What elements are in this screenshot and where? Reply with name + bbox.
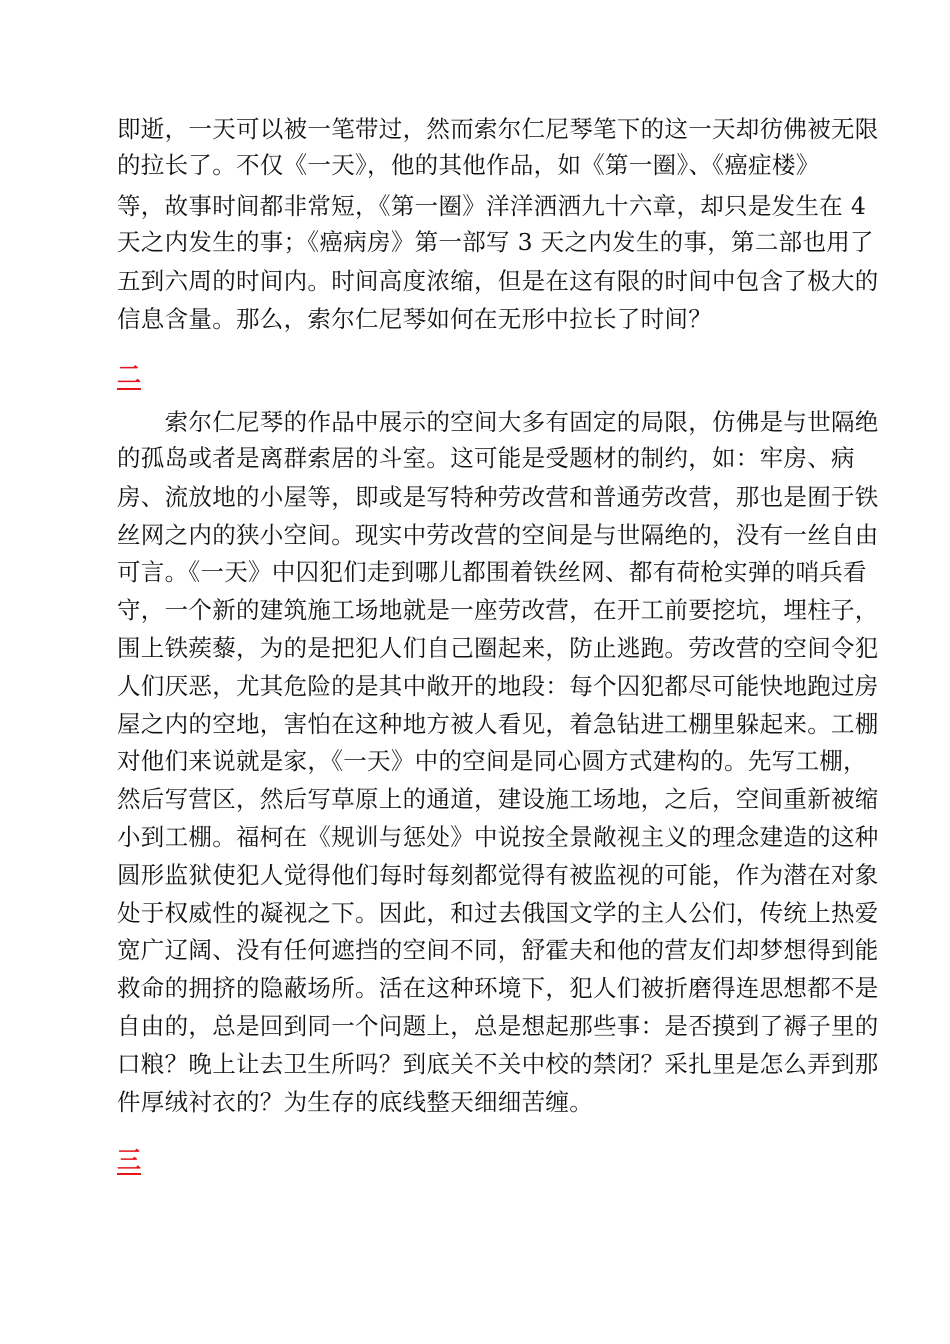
paragraph-line: 口粮？晚上让去卫生所吗？到底关不关中校的禁闭？采扎里是怎么弄到那 <box>117 1050 879 1078</box>
paragraph-line: 屋之内的空地，害怕在这种地方被人看见，着急钻进工棚里躲起来。工棚 <box>117 710 879 738</box>
paragraph-line: 房、流放地的小屋等，即或是写特种劳改营和普通劳改营，那也是囿于铁 <box>117 483 879 511</box>
paragraph-line: 件厚绒衬衣的？为生存的底线整天细细苦缠。 <box>117 1088 593 1116</box>
paragraph-line: 可言。《一天》中囚犯们走到哪儿都围着铁丝网、都有荷枪实弹的哨兵看 <box>117 558 867 586</box>
paragraph-line: 的孤岛或者是离群索居的斗室。这可能是受题材的制约，如：牢房、病 <box>117 444 855 472</box>
paragraph-line: 的拉长了。不仅《一天》，他的其他作品，如《第一圈》、《癌症楼》 <box>117 151 820 179</box>
paragraph-line: 丝网之内的狭小空间。现实中劳改营的空间是与世隔绝的，没有一丝自由 <box>117 521 879 549</box>
paragraph-line: 索尔仁尼琴的作品中展示的空间大多有固定的局限，仿佛是与世隔绝 <box>117 408 879 436</box>
paragraph-line: 小到工棚。福柯在《规训与惩处》中说按全景敞视主义的理念建造的这种 <box>117 823 879 851</box>
paragraph-line: 圆形监狱使犯人觉得他们每时每刻都觉得有被监视的可能，作为潜在对象 <box>117 861 879 889</box>
paragraph-line: 人们厌恶，尤其危险的是其中敞开的地段：每个囚犯都尽可能快地跑过房 <box>117 672 879 700</box>
paragraph-line: 处于权威性的凝视之下。因此，和过去俄国文学的主人公们，传统上热爱 <box>117 899 879 927</box>
paragraph-line: 五到六周的时间内。时间高度浓缩，但是在这有限的时间中包含了极大的 <box>117 267 879 295</box>
section-heading-2: 二 <box>117 360 141 389</box>
paragraph-line: 信息含量。那么，索尔仁尼琴如何在无形中拉长了时间？ <box>117 305 712 333</box>
paragraph-line: 然后写营区，然后写草原上的通道，建设施工场地，之后，空间重新被缩 <box>117 785 879 813</box>
paragraph-line: 宽广辽阔、没有任何遮挡的空间不同，舒霍夫和他的营友们却梦想得到能 <box>117 936 879 964</box>
paragraph-line: 自由的，总是回到同一个问题上，总是想起那些事：是否摸到了褥子里的 <box>117 1012 879 1040</box>
section-heading-3: 三 <box>117 1145 141 1174</box>
paragraph-line: 守，一个新的建筑施工场地就是一座劳改营，在开工前要挖坑，埋柱子， <box>117 596 879 624</box>
paragraph-line: 对他们来说就是家，《一天》中的空间是同心圆方式建构的。先写工棚， <box>117 747 867 775</box>
paragraph-line: 等，故事时间都非常短，《第一圈》洋洋洒洒九十六章，却只是发生在 4 <box>117 192 867 220</box>
paragraph-line: 救命的拥挤的隐蔽场所。活在这种环境下，犯人们被折磨得连思想都不是 <box>117 974 879 1002</box>
paragraph-line: 即逝，一天可以被一笔带过，然而索尔仁尼琴笔下的这一天却彷佛被无限 <box>117 115 879 143</box>
paragraph-line: 天之内发生的事；《癌病房》第一部写 3 天之内发生的事，第二部也用了 <box>117 228 874 256</box>
paragraph-line: 围上铁蒺藜，为的是把犯人们自己圈起来，防止逃跑。劳改营的空间令犯 <box>117 634 879 662</box>
